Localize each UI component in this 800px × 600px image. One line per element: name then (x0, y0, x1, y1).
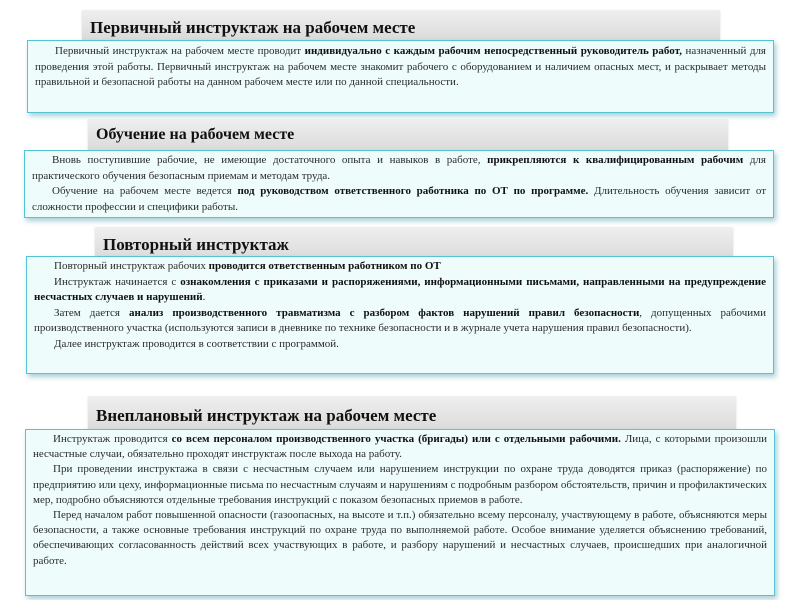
body-text: Инструктаж проводится (53, 433, 172, 445)
section-title: Обучение на рабочем месте (96, 126, 295, 143)
body-text: Длительность обучения зависит от сложности профессии и специфики работы. (32, 185, 766, 213)
body-text: . (202, 291, 206, 303)
section-body-workplace-training (24, 150, 774, 218)
section-header-primary-briefing (82, 10, 720, 43)
body-text: Затем дается (54, 306, 129, 319)
body-text: для практического обучения безопасным приемам и методам труда. (32, 154, 766, 182)
paragraph (34, 337, 766, 353)
body-text: Инструктаж начинается с (54, 275, 181, 288)
emphasis-text: проводится ответственным работником по ОТ (208, 260, 441, 272)
paragraph (33, 508, 767, 569)
body-text: При проведении инструктажа в связи с несчастным случаем или нарушением инструкции по охране труда доводятся приказ (распоряжение) по предприятию или цеху, информационные письма по несчастным случаям и нарушениям с подробным разбором обстоятельств, причин и профилактических мер, подробно объясняются отдельные требования инструкций с показом безопасных приемов в работе. (33, 463, 767, 506)
body-text: Повторный инструктаж рабочих (54, 260, 209, 272)
paragraph (34, 259, 766, 275)
section-title: Первичный инструктаж на рабочем месте (90, 18, 416, 37)
body-text: назначенный для проведения этой работы. Первичный инструктаж на рабочем месте знакомит рабочего с оборудованием и наличием опасных мест, и раскрывает методы правильной и безопасной работы на данном рабочем месте или по данной специальности. (35, 45, 766, 88)
paragraph (34, 306, 766, 337)
body-text: Перед началом работ повышенной опасности (газоопасных, на высоте и т.п.) обязательно всему персоналу, участвующему в работе, объясняются меры безопасности, а также основные требования инструкций по охране труда по выполняемой работе. Особое внимание уделяется объяснению требований, обеспечивающих согласованность действий всех участвующих в работе, и разбору нарушений и несчастных случаев, происшедших при аналогичной работе. (33, 509, 767, 567)
body-text: Обучение на рабочем месте ведется (52, 185, 238, 197)
section-header-workplace-training (88, 119, 728, 154)
paragraph (35, 44, 766, 91)
body-text: Далее инструктаж проводится в соответствии с программой. (54, 337, 339, 350)
paragraph (34, 275, 766, 306)
body-text: , допущенных рабочими производственного участка (используются записи в дневнике по технике безопасности и в журнале учета нарушения правил безопасности). (34, 306, 766, 334)
section-title: Внеплановый инструктаж на рабочем месте (96, 406, 437, 425)
emphasis-text: анализ производственного травматизма с разбором фактов нарушений правил безопасности (128, 306, 640, 319)
emphasis-text: со всем персоналом производственного участка (бригады) или с отдельными рабочими. (171, 433, 621, 445)
section-body-repeat-briefing (26, 256, 774, 374)
section-body-unscheduled-briefing (25, 429, 775, 596)
body-text: Первичный инструктаж на рабочем месте проводит (55, 45, 305, 57)
body-text: Лица, с которыми произошли несчастные случаи, обязательно проходят инструктаж после выхода на работу. (33, 433, 767, 461)
emphasis-text: ознакомления с приказами и распоряжениями, информационными письмами, направленными на предупреждение несчастных случаев и нарушений (34, 275, 767, 303)
section-title: Повторный инструктаж (103, 235, 289, 254)
paragraph (32, 153, 766, 184)
emphasis-text: прикрепляются к квалифицированным рабочим (487, 154, 744, 166)
body-text: Вновь поступившие рабочие, не имеющие достаточного опыта и навыков в работе, (52, 154, 488, 166)
section-body-primary-briefing (27, 40, 774, 113)
paragraph (32, 184, 766, 215)
paragraph (33, 432, 767, 462)
paragraph (33, 462, 767, 508)
emphasis-text: индивидуально с каждым рабочим непосредственный руководитель работ, (304, 45, 682, 57)
emphasis-text: под руководством ответственного работника по ОТ по программе. (237, 185, 589, 197)
